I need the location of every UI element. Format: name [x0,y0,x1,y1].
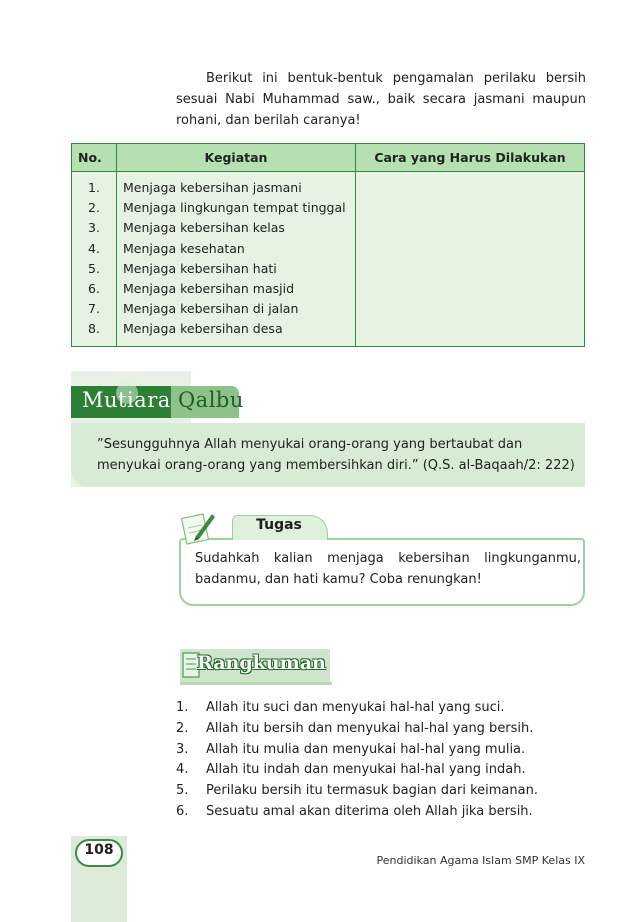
mutiara-title-part1: Mutiara [82,388,171,412]
row-number: 1. [88,180,100,195]
tugas-label: Tugas [256,517,302,533]
row-number: 8. [88,321,100,337]
table-header-row [72,144,585,172]
table-row [72,172,585,347]
list-item-number: 6. [176,803,189,819]
list-item [176,719,538,740]
list-item [176,802,538,823]
row-number: 6. [88,281,100,297]
list-item-number: 2. [176,720,189,736]
activity-item: Menjaga kebersihan jasmani [123,180,302,195]
activity-item: Menjaga lingkungan tempat tinggal [123,200,346,216]
rangkuman-title: Rangkuman [197,652,326,674]
activity-item: Menjaga kesehatan [123,240,245,256]
list-item-text: Allah itu indah dan menyukai hal-hal yang indah. [206,762,526,778]
row-number: 4. [88,240,100,256]
list-item [176,698,538,719]
activity-item: Menjaga kebersihan masjid [123,281,295,297]
list-item-text: Allah itu bersih dan menyukai hal-hal yang bersih. [206,720,534,736]
list-item-number: 5. [176,783,189,799]
list-item [176,760,538,781]
number-column [72,172,117,347]
row-number: 2. [88,200,100,216]
list-item [176,740,538,761]
row-number: 7. [88,301,100,317]
mutiara-quote: ”Sesungguhnya Allah menyukai orang-orang yang bertaubat dan menyukai orang-orang yang membersihkan diri.” (Q.S. al-Baqaah/2: 222) [97,437,575,473]
list-item-text: Perilaku bersih itu termasuk bagian dari keimanan. [206,783,538,799]
list-item-number: 4. [176,762,189,778]
list-item-text: Allah itu suci dan menyukai hal-hal yang suci. [206,700,505,715]
list-item-number: 3. [176,741,189,757]
pen-icon [178,506,218,546]
page-number: 108 [84,842,114,858]
mutiara-title [82,388,244,412]
header-cara: Cara yang Harus Dilakukan [356,144,585,172]
row-number: 5. [88,260,100,276]
intro-paragraph [176,68,586,131]
intro-text: Berikut ini bentuk-bentuk pengamalan perilaku bersih sesuai Nabi Muhammad saw., baik secara jasmani maupun rohani, dan berilah caranya! [176,71,586,128]
header-no: No. [72,144,117,172]
header-kegiatan: Kegiatan [117,144,356,172]
tugas-text: Sudahkah kalian menjaga kebersihan lingkunganmu, badanmu, dan hati kamu? Coba renungkan! [195,551,581,587]
rangkuman-underline [180,682,332,685]
activity-column [117,172,356,347]
book-title-footer: Pendidikan Agama Islam SMP Kelas IX [376,854,585,867]
activity-item: Menjaga kebersihan di jalan [123,301,299,317]
activity-item: Menjaga kebersihan hati [123,260,277,276]
list-item-text: Allah itu mulia dan menyukai hal-hal yang mulia. [206,741,526,757]
activity-table [71,143,585,347]
list-item-text: Sesuatu amal akan diterima oleh Allah jika bersih. [206,803,533,819]
row-number: 3. [88,220,100,236]
summary-list [176,698,538,823]
activity-item: Menjaga kebersihan desa [123,321,283,337]
list-item [176,781,538,802]
list-item-number: 1. [176,700,189,715]
activity-item: Menjaga kebersihan kelas [123,220,285,236]
answer-column[interactable] [356,172,585,347]
mutiara-title-part2: Qalbu [177,388,244,412]
